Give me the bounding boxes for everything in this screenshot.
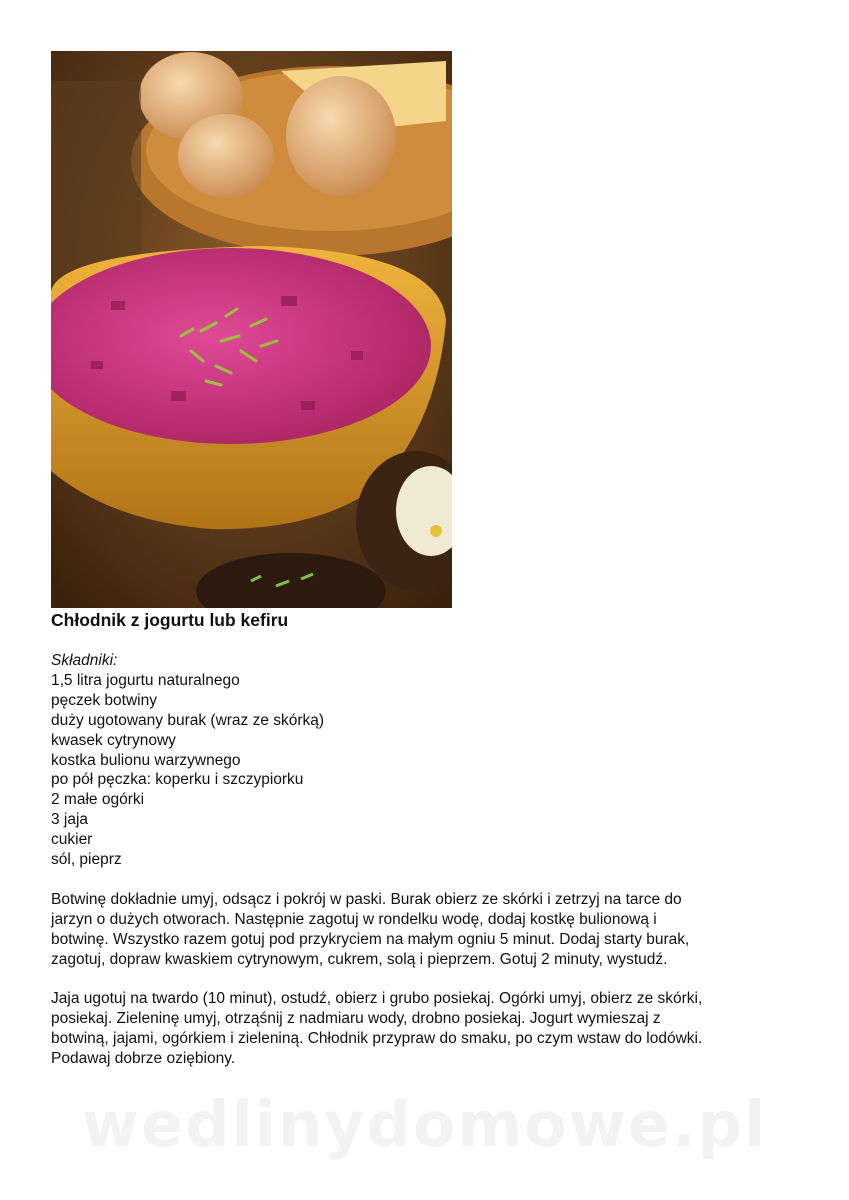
ingredients-label: Składniki: bbox=[51, 652, 118, 669]
paragraph-line: jarzyn o dużych otworach. Następnie zagotuj w rondelku wodę, dodaj kostkę bulionową i bbox=[51, 910, 657, 928]
paragraph-line: Jaja ugotuj na twardo (10 minut), ostudź, obierz i grubo posiekaj. Ogórki umyj, obierz ze skórki, bbox=[51, 990, 703, 1007]
instructions-paragraph-1 bbox=[51, 890, 791, 970]
ingredient-item: kostka bulionu warzywnego bbox=[51, 751, 241, 769]
ingredient-item: sól, pieprz bbox=[51, 851, 122, 869]
paragraph-line: botwiną, jajami, ogórkiem i zieleniną. Chłodnik przypraw do smaku, po czym wstaw do lodówki. bbox=[51, 1029, 703, 1047]
paragraph-line: zagotuj, dopraw kwaskiem cytrynowym, cukrem, solą i pieprzem. Gotuj 2 minuty, wystudź. bbox=[51, 950, 668, 968]
paragraph-line: Botwinę dokładnie umyj, odsącz i pokrój w paski. Burak obierz ze skórki i zetrzyj na tarce do bbox=[51, 891, 682, 908]
ingredient-item: duży ugotowany burak (wraz ze skórką) bbox=[51, 711, 325, 729]
ingredient-item: 1,5 litra jogurtu naturalnego bbox=[51, 671, 240, 689]
ingredients-list bbox=[51, 671, 324, 870]
ingredient-item: 2 małe ogórki bbox=[51, 791, 145, 809]
paragraph-line: posiekaj. Zieleninę umyj, otrząśnij z nadmiaru wody, drobno posiekaj. Jogurt wymieszaj z bbox=[51, 1009, 661, 1027]
recipe-photo bbox=[51, 51, 452, 608]
ingredients-section bbox=[51, 651, 324, 870]
recipe-title: Chłodnik z jogurtu lub kefiru bbox=[51, 610, 289, 630]
ingredient-item: kwasek cytrynowy bbox=[51, 731, 176, 749]
egg bbox=[286, 76, 396, 196]
instructions-paragraph-2 bbox=[51, 989, 791, 1069]
ingredient-item: pęczek botwiny bbox=[51, 691, 157, 709]
egg bbox=[178, 114, 274, 198]
paragraph-line: Podawaj dobrze oziębiony. bbox=[51, 1049, 236, 1067]
ingredient-item: 3 jaja bbox=[51, 811, 89, 829]
watermark: wedlinydomowe.pl bbox=[81, 1088, 768, 1161]
paragraph-line: botwinę. Wszystko razem gotuj pod przykryciem na małym ogniu 5 minut. Dodaj starty burak, bbox=[51, 930, 690, 948]
soup-bowl-illustration bbox=[51, 51, 452, 608]
ingredient-item: po pół pęczka: koperku i szczypiorku bbox=[51, 771, 304, 789]
ingredient-item: cukier bbox=[51, 831, 93, 849]
